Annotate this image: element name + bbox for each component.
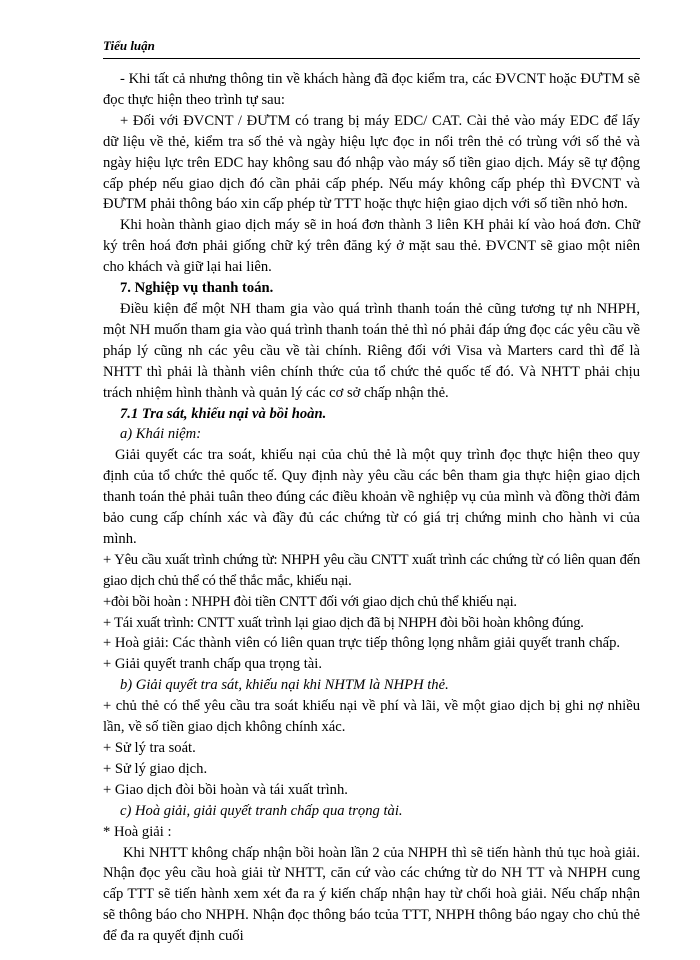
list-item-handle-transaction: + Sử lý giao dịch. (103, 760, 208, 777)
item-heading-b: b) Giải quyết tra sát, khiếu nại khi NHTM là NHPH thẻ. (120, 677, 449, 694)
list-item-chargeback: +đòi bồi hoàn : NHPH đòi tiền CNTT đối với giao dịch chủ thể khiếu nại. (103, 593, 517, 610)
paragraph-edc-procedure: + Đối với ĐVCNT / ĐƯTM có trang bị máy EDC/ CAT. Cài thẻ vào máy EDC để lấy dữ liệu về thẻ, kiểm tra số thẻ và ngày hiệu lực đọc in nổi trên thẻ có trùng với số thẻ và ngày hiệu lực trên EDC hay không sau đó nhập vào máy số tiền giao dịch. Máy sẽ tự động cấp phép nếu giao dịch đó cần phải cấp phép. Nếu máy không cấp phép thì ĐVCNT và ĐƯTM phải thông báo xin cấp phép từ TTT hoặc thực hiện giao dịch với số tiền nhỏ hơn. (103, 112, 640, 213)
section-heading-7: 7. Nghiệp vụ thanh toán. (120, 280, 274, 297)
list-item-handle-inquiry: + Sử lý tra soát. (103, 740, 196, 756)
item-heading-a: a) Khái niệm: (120, 426, 202, 443)
sub-heading-mediation: * Hoà giải : (103, 823, 172, 840)
document-body (103, 69, 640, 947)
item-heading-c: c) Hoà giải, giải quyết tranh chấp qua trọng tài. (120, 802, 403, 819)
list-item-chargeback-representment: + Giao dịch đòi bồi hoàn và tái xuất trình. (103, 781, 348, 798)
list-item-mediation: + Hoà giải: Các thành viên có liên quan trực tiếp thông lọng nhằm giải quyết tranh chấp. (103, 635, 621, 652)
list-item-arbitration: + Giải quyết tranh chấp qua trọng tài. (103, 656, 322, 673)
paragraph-definition: Giải quyết các tra soát, khiếu nại của chủ thẻ là một quy trình đọc thực hiện theo quy định của tổ chức thẻ quốc tế. Quy định này yêu cầu các bên tham gia thực hiện giao dịch thanh toán thẻ phải tuân theo đúng các điều khoản về nghiệp vụ của mình và đồng thời đảm bảo cung cấp chính xác và đầy đủ các chứng từ có giá trị chứng minh cho hành vi của mình. (103, 447, 640, 547)
paragraph-invoice: Khi hoàn thành giao dịch máy sẽ in hoá đơn thành 3 liên KH phải kí vào hoá đơn. Chữ ký trên hoá đơn phải giống chữ ký trên đăng ký ở mặt sau thẻ. ĐVCNT sẽ giao một niên cho khách và giữ lại hai liên. (103, 217, 640, 276)
page-header (103, 36, 640, 59)
paragraph-intro: - Khi tất cả nhưng thông tin về khách hàng đã đọc kiểm tra, các ĐVCNT hoặc ĐƯTM sẽ đọc thực hiện theo trình tự sau: (103, 71, 640, 108)
paragraph-mediation-process: Khi NHTT không chấp nhận bồi hoàn lần 2 của NHPH thì sẽ tiến hành thủ tục hoà giải. Nhận đọc yêu cầu hoà giải từ NHTT, căn cứ vào các chứng từ do NH TT và NHPH cung cấp TTT sẽ tiến hành xem xét đa ra ý kiến chấp nhận hay từ chối hoà giải. Nếu chấp nhận sẽ thông báo cho NHPH. Nhận đọc thông báo tcủa TTT, NHPH thông báo ngay cho chủ thẻ để đa ra quyết định cuối (103, 844, 640, 945)
subsection-heading-7-1: 7.1 Tra sát, khiếu nại và bồi hoàn. (120, 405, 327, 422)
header-title: Tiểu luận (103, 38, 155, 53)
list-item-request-documents: + Yêu cầu xuất trình chứng từ: NHPH yêu cầu CNTT xuất trình các chứng từ có liên quan đến giao dịch chủ thể có thể thắc mắc, khiếu nại. (103, 551, 640, 589)
list-item-represent: + Tái xuất trình: CNTT xuất trình lại giao dịch đã bị NHPH đòi bồi hoàn không đúng. (103, 614, 584, 631)
list-item-cardholder-request: + chủ thẻ có thể yêu cầu tra soát khiếu nại về phí và lãi, về một giao dịch bị ghi nợ nhiều lần, về số tiền giao dịch không chính xác. (103, 698, 640, 736)
paragraph-payment-conditions: Điều kiện để một NH tham gia vào quá trình thanh toán thẻ cũng tương tự nh NHPH, một NH muốn tham gia vào quá trình thanh toán thẻ thì nó phải đáp ứng đọc các yêu cầu về pháp lý cũng nh các yêu cầu về tài chính. Riêng đối với Visa và Marters card thì để là NHTT thì phải là thành viên chính thức của tổ chức thẻ quốc tế đó. Và NHTT phải chịu trách nhiệm hình thành và quản lý các cơ sở chấp nhận thẻ. (103, 300, 640, 401)
